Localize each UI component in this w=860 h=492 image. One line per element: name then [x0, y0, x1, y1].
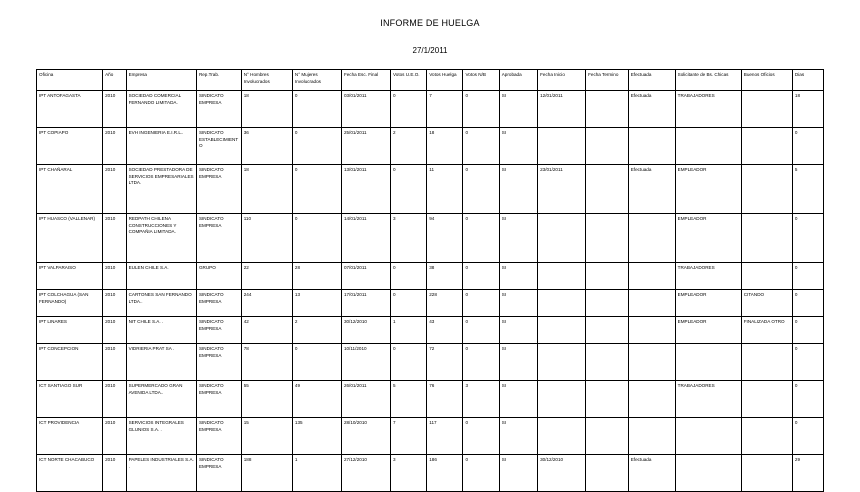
- cell-votos-huelga: 117: [427, 418, 463, 455]
- column-header-oficina: Oficina: [37, 70, 103, 91]
- cell-mujeres: 13: [292, 290, 341, 317]
- cell-votos-huelga: 228: [427, 290, 463, 317]
- cell-fecha-termino: [586, 91, 629, 128]
- column-header-dias: Dias: [792, 70, 823, 91]
- cell-fecha-esc: 25/01/2011: [341, 128, 390, 165]
- cell-votos-huelga: 72: [427, 344, 463, 381]
- cell-solicitante: EMPLEADOR: [675, 290, 741, 317]
- cell-votos-nb: 0: [463, 128, 499, 165]
- cell-solicitante: [675, 128, 741, 165]
- cell-mujeres: 49: [292, 381, 341, 418]
- cell-buenos-oficios: [741, 381, 792, 418]
- cell-votos-ueo: 0: [390, 263, 426, 290]
- cell-mujeres: 0: [292, 344, 341, 381]
- cell-fecha-esc: 07/01/2011: [341, 263, 390, 290]
- cell-buenos-oficios: [741, 455, 792, 492]
- cell-solicitante: EMPLEADOR: [675, 317, 741, 344]
- column-header-empresa: Empresa: [126, 70, 196, 91]
- column-header-aprobada: Aprobada: [499, 70, 537, 91]
- cell-ano: 2010: [103, 128, 126, 165]
- cell-votos-huelga: 18: [427, 128, 463, 165]
- cell-ano: 2010: [103, 381, 126, 418]
- cell-fecha-inicio: [538, 128, 586, 165]
- column-header-rep-trab: Rep.Trab.: [196, 70, 241, 91]
- cell-solicitante: EMPLEADOR: [675, 214, 741, 263]
- cell-fecha-inicio: 30/12/2010: [538, 455, 586, 492]
- cell-fecha-termino: [586, 165, 629, 214]
- cell-fecha-esc: 10/11/2010: [341, 344, 390, 381]
- column-header-buenos-oficios: Buenos Oficios: [741, 70, 792, 91]
- cell-hombres: 36: [241, 128, 292, 165]
- column-header-hombres: N° Hombres Involucrados: [241, 70, 292, 91]
- cell-votos-nb: 0: [463, 290, 499, 317]
- cell-aprobada: SI: [499, 214, 537, 263]
- cell-fecha-termino: [586, 317, 629, 344]
- cell-fecha-termino: [586, 381, 629, 418]
- cell-buenos-oficios: [741, 263, 792, 290]
- cell-oficina: ICT SANTIAGO SUR: [37, 381, 103, 418]
- cell-aprobada: SI: [499, 165, 537, 214]
- cell-dias: 29: [792, 455, 823, 492]
- cell-aprobada: SI: [499, 290, 537, 317]
- cell-votos-ueo: 0: [390, 165, 426, 214]
- cell-votos-nb: 0: [463, 317, 499, 344]
- cell-votos-nb: 0: [463, 263, 499, 290]
- table-body: [37, 91, 824, 492]
- cell-oficina: IPT CHAÑARAL: [37, 165, 103, 214]
- cell-fecha-inicio: [538, 344, 586, 381]
- cell-efectuada: [628, 263, 675, 290]
- cell-mujeres: 135: [292, 418, 341, 455]
- cell-votos-nb: 0: [463, 214, 499, 263]
- cell-rep: SINDICATO EMPRESA: [196, 455, 241, 492]
- cell-votos-ueo: 5: [390, 381, 426, 418]
- cell-oficina: IPT COPIAPO: [37, 128, 103, 165]
- cell-buenos-oficios: [741, 128, 792, 165]
- cell-rep: SINDICATO ESTABLECIMIENTO: [196, 128, 241, 165]
- cell-votos-nb: 0: [463, 344, 499, 381]
- cell-buenos-oficios: FINALIZADA OTRO: [741, 317, 792, 344]
- cell-oficina: IPT CONCEPCION: [37, 344, 103, 381]
- cell-fecha-esc: 13/01/2011: [341, 165, 390, 214]
- cell-buenos-oficios: [741, 91, 792, 128]
- cell-efectuada: Efectuada: [628, 455, 675, 492]
- cell-fecha-inicio: [538, 317, 586, 344]
- cell-votos-huelga: 76: [427, 381, 463, 418]
- cell-solicitante: [675, 455, 741, 492]
- cell-votos-huelga: 43: [427, 317, 463, 344]
- cell-dias: 0: [792, 128, 823, 165]
- cell-rep: SINDICATO EMPRESA: [196, 290, 241, 317]
- cell-empresa: NIT CHILE S.A. .: [126, 317, 196, 344]
- column-header-votos-huelga: Votos Huelga: [427, 70, 463, 91]
- cell-rep: SINDICATO EMPRESA: [196, 344, 241, 381]
- cell-fecha-inicio: [538, 290, 586, 317]
- cell-empresa: SUPERMERCADO GRAN AVENIDA LTDA..: [126, 381, 196, 418]
- cell-empresa: VIDRIERIA PRAT SA .: [126, 344, 196, 381]
- cell-votos-huelga: 186: [427, 455, 463, 492]
- column-header-fecha-inicio: Fecha Inicio: [538, 70, 586, 91]
- cell-fecha-termino: [586, 344, 629, 381]
- table-row: [37, 165, 824, 214]
- cell-mujeres: 0: [292, 91, 341, 128]
- cell-rep: SINDICATO EMPRESA: [196, 91, 241, 128]
- cell-solicitante: EMPLEADOR: [675, 165, 741, 214]
- cell-fecha-termino: [586, 128, 629, 165]
- cell-fecha-termino: [586, 263, 629, 290]
- cell-oficina: IPT LINARES: [37, 317, 103, 344]
- cell-aprobada: SI: [499, 263, 537, 290]
- cell-aprobada: SI: [499, 91, 537, 128]
- cell-votos-ueo: 0: [390, 91, 426, 128]
- table-row: [37, 91, 824, 128]
- cell-oficina: IPT HUASCO (VALLENAR): [37, 214, 103, 263]
- cell-fecha-inicio: [538, 418, 586, 455]
- cell-empresa: CARTONES SAN FERNANDO LTDA..: [126, 290, 196, 317]
- cell-votos-nb: 0: [463, 91, 499, 128]
- cell-solicitante: [675, 418, 741, 455]
- cell-ano: 2010: [103, 418, 126, 455]
- cell-ano: 2010: [103, 214, 126, 263]
- report-date: 27/1/2011: [412, 46, 448, 55]
- cell-ano: 2010: [103, 290, 126, 317]
- cell-fecha-inicio: 23/01/2011: [538, 165, 586, 214]
- cell-empresa: SOCIEDAD COMERCIAL FERNANDO LIMITADA.: [126, 91, 196, 128]
- table-row: [37, 317, 824, 344]
- cell-buenos-oficios: [741, 214, 792, 263]
- cell-ano: 2010: [103, 165, 126, 214]
- cell-dias: 0: [792, 214, 823, 263]
- cell-ano: 2010: [103, 317, 126, 344]
- cell-fecha-esc: 14/01/2011: [341, 214, 390, 263]
- cell-mujeres: 0: [292, 165, 341, 214]
- cell-votos-nb: 0: [463, 165, 499, 214]
- cell-rep: GRUPO: [196, 263, 241, 290]
- cell-oficina: IPT COLCHAGUA (SAN FERNANDO): [37, 290, 103, 317]
- table-container: [36, 69, 824, 492]
- cell-rep: SINDICATO EMPRESA: [196, 317, 241, 344]
- cell-dias: 18: [792, 91, 823, 128]
- cell-aprobada: SI: [499, 128, 537, 165]
- cell-fecha-inicio: [538, 214, 586, 263]
- cell-hombres: 18: [241, 165, 292, 214]
- cell-dias: 0: [792, 290, 823, 317]
- cell-rep: SINDICATO EMPRESA: [196, 165, 241, 214]
- cell-fecha-termino: [586, 290, 629, 317]
- cell-votos-ueo: 0: [390, 290, 426, 317]
- cell-votos-huelga: 94: [427, 214, 463, 263]
- cell-votos-nb: 0: [463, 418, 499, 455]
- cell-efectuada: [628, 418, 675, 455]
- cell-votos-ueo: 1: [390, 317, 426, 344]
- column-header-ano: Año: [103, 70, 126, 91]
- cell-fecha-inicio: 12/01/2011: [538, 91, 586, 128]
- cell-oficina: ICT NORTE CHACABUCO: [37, 455, 103, 492]
- cell-rep: SINDICATO EMPRESA: [196, 214, 241, 263]
- cell-hombres: 55: [241, 381, 292, 418]
- cell-mujeres: 0: [292, 214, 341, 263]
- cell-votos-huelga: 38: [427, 263, 463, 290]
- cell-empresa: SERVICIOS INTEGRALES GLUNIOS S.A. .: [126, 418, 196, 455]
- cell-fecha-esc: 26/01/2011: [341, 381, 390, 418]
- cell-oficina: ICT PROVIDENCIA: [37, 418, 103, 455]
- cell-aprobada: SI: [499, 455, 537, 492]
- cell-ano: 2010: [103, 263, 126, 290]
- cell-ano: 2010: [103, 91, 126, 128]
- cell-empresa: EULEN CHILE S.A.: [126, 263, 196, 290]
- cell-mujeres: 28: [292, 263, 341, 290]
- report-page: [0, 18, 860, 468]
- cell-votos-ueo: 7: [390, 418, 426, 455]
- cell-aprobada: SI: [499, 381, 537, 418]
- table-header: [37, 70, 824, 91]
- table-row: [37, 214, 824, 263]
- cell-empresa: EVH INGENIERIA E.I.R.L..: [126, 128, 196, 165]
- cell-efectuada: [628, 290, 675, 317]
- cell-hombres: 78: [241, 344, 292, 381]
- cell-fecha-termino: [586, 418, 629, 455]
- cell-efectuada: [628, 128, 675, 165]
- cell-votos-ueo: 0: [390, 344, 426, 381]
- cell-dias: 0: [792, 418, 823, 455]
- table-row: [37, 455, 824, 492]
- cell-hombres: 18: [241, 91, 292, 128]
- cell-fecha-termino: [586, 455, 629, 492]
- cell-votos-ueo: 3: [390, 455, 426, 492]
- cell-mujeres: 1: [292, 455, 341, 492]
- table-row: [37, 263, 824, 290]
- cell-efectuada: [628, 214, 675, 263]
- table-row: [37, 381, 824, 418]
- cell-fecha-inicio: [538, 381, 586, 418]
- cell-fecha-esc: 30/12/2010: [341, 317, 390, 344]
- table-row: [37, 290, 824, 317]
- column-header-mujeres: N° Mujeres Involucrados: [292, 70, 341, 91]
- cell-hombres: 110: [241, 214, 292, 263]
- column-header-fecha-esc-final: Fecha Esc. Final: [341, 70, 390, 91]
- table-header-row: [37, 70, 824, 91]
- cell-fecha-esc: 28/10/2010: [341, 418, 390, 455]
- table-row: [37, 128, 824, 165]
- cell-dias: 0: [792, 263, 823, 290]
- cell-votos-nb: 0: [463, 455, 499, 492]
- cell-hombres: 244: [241, 290, 292, 317]
- cell-hombres: 15: [241, 418, 292, 455]
- cell-dias: 0: [792, 317, 823, 344]
- cell-empresa: PAPELES INDUSTRIALES S.A. .: [126, 455, 196, 492]
- cell-efectuada: Efectuada: [628, 165, 675, 214]
- page-title: INFORME DE HUELGA: [380, 18, 480, 28]
- cell-votos-huelga: 11: [427, 165, 463, 214]
- cell-ano: 2010: [103, 455, 126, 492]
- cell-fecha-esc: 27/12/2010: [341, 455, 390, 492]
- cell-efectuada: [628, 381, 675, 418]
- cell-solicitante: TRABAJADORES: [675, 263, 741, 290]
- cell-solicitante: TRABAJADORES: [675, 91, 741, 128]
- cell-votos-ueo: 3: [390, 214, 426, 263]
- table-row: [37, 344, 824, 381]
- cell-votos-huelga: 7: [427, 91, 463, 128]
- cell-hombres: 42: [241, 317, 292, 344]
- column-header-fecha-termino: Fecha Termino: [586, 70, 629, 91]
- cell-ano: 2010: [103, 344, 126, 381]
- cell-hombres: 188: [241, 455, 292, 492]
- table-row: [37, 418, 824, 455]
- cell-fecha-esc: 03/01/2011: [341, 91, 390, 128]
- cell-efectuada: [628, 344, 675, 381]
- cell-aprobada: SI: [499, 418, 537, 455]
- cell-aprobada: SI: [499, 344, 537, 381]
- cell-empresa: SOCIEDAD PRESTADORA DE SERVICIOS EMPRESARIALES LTDA.: [126, 165, 196, 214]
- cell-buenos-oficios: [741, 418, 792, 455]
- column-header-votos-nb: Votos N/B: [463, 70, 499, 91]
- cell-solicitante: [675, 344, 741, 381]
- cell-votos-ueo: 2: [390, 128, 426, 165]
- cell-empresa: REDPATH CHILENA CONSTRUCCIONES Y COMPAÑIA LIMITADA.: [126, 214, 196, 263]
- column-header-efectuada: Efectuada: [628, 70, 675, 91]
- cell-dias: 5: [792, 165, 823, 214]
- column-header-votos-ueo: Votos U.E.O.: [390, 70, 426, 91]
- cell-buenos-oficios: CITANDO: [741, 290, 792, 317]
- cell-dias: 0: [792, 344, 823, 381]
- cell-buenos-oficios: [741, 344, 792, 381]
- cell-oficina: IPT VALPARAISO: [37, 263, 103, 290]
- cell-hombres: 22: [241, 263, 292, 290]
- cell-dias: 0: [792, 381, 823, 418]
- cell-efectuada: Efectuada: [628, 91, 675, 128]
- cell-mujeres: 2: [292, 317, 341, 344]
- strike-report-table: [36, 69, 824, 492]
- cell-votos-nb: 3: [463, 381, 499, 418]
- cell-solicitante: TRABAJADORES: [675, 381, 741, 418]
- cell-aprobada: SI: [499, 317, 537, 344]
- cell-buenos-oficios: [741, 165, 792, 214]
- cell-rep: SINDICATO EMPRESA: [196, 381, 241, 418]
- column-header-solicitante: Solicitante de Bs. Chicas: [675, 70, 741, 91]
- cell-rep: SINDICATO EMPRESA: [196, 418, 241, 455]
- cell-fecha-termino: [586, 214, 629, 263]
- cell-oficina: IPT ANTOFAGASTA: [37, 91, 103, 128]
- cell-fecha-esc: 17/01/2011: [341, 290, 390, 317]
- cell-efectuada: [628, 317, 675, 344]
- cell-fecha-inicio: [538, 263, 586, 290]
- cell-mujeres: 0: [292, 128, 341, 165]
